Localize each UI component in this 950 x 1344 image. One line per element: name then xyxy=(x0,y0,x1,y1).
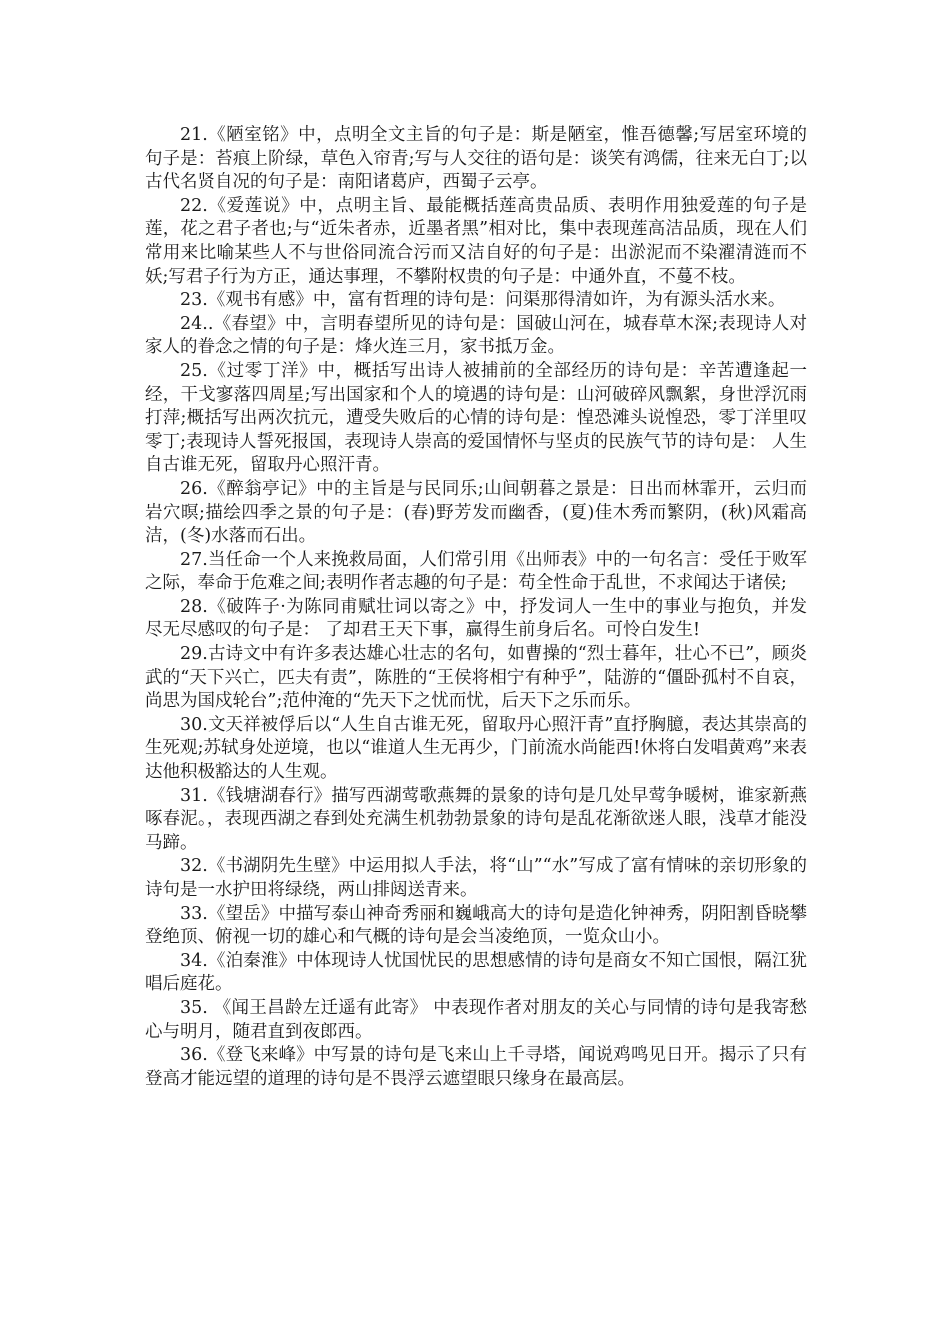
paragraph-29: 29.古诗文中有许多表达雄心壮志的名句，如曹操的“烈士暮年，壮心不已”，顾炎武的“天下兴亡，匹夫有责”，陈胜的“王侯将相宁有种乎”，陆游的“僵卧孤村不自哀，尚思为国戍轮台”;范仲淹的“先天下之忧而忧，后天下之乐而乐。 xyxy=(145,644,807,712)
paragraph-30: 30.文天祥被俘后以“人生自古谁无死，留取丹心照汗青”直抒胸臆，表达其崇高的生死观;苏轼身处逆境，也以“谁道人生无再少，门前流水尚能西!休将白发唱黄鸡”来表达他积极豁达的人生观。 xyxy=(145,714,807,783)
paragraph-31: 31.《钱塘湖春行》描写西湖莺歌燕舞的景象的诗句是几处早莺争暖树，谁家新燕啄春泥。，表现西湖之春到处充满生机勃勃景象的诗句是乱花渐欲迷人眼，浅草才能没马蹄。 xyxy=(145,785,807,853)
paragraph-22: 22.《爱莲说》中，点明主旨、最能概括莲高贵品质、表明作用独爱莲的句子是莲，花之君子者也;与“近朱者赤，近墨者黑”相对比，集中表现莲高洁品质，现在人们常用来比喻某些人不与世俗同流合污而又洁自好的句子是：出淤泥而不染濯清涟而不妖;写君子行为方正，通达事理，不攀附权贵的句子是：中通外直，不蔓不枝。 xyxy=(145,195,807,287)
paragraph-25: 25.《过零丁洋》中，概括写出诗人被捕前的全部经历的诗句是：辛苦遭逢起一经，干戈寥落四周星;写出国家和个人的境遇的诗句是：山河破碎风飘絮，身世浮沉雨打萍;概括写出两次抗元，遭受失败后的心情的诗句是：惶恐滩头说惶恐，零丁洋里叹零丁;表现诗人誓死报国，表现诗人崇高的爱国情怀与坚贞的民族气节的诗句是： 人生自古谁无死，留取丹心照汗青。 xyxy=(145,360,807,476)
paragraph-26: 26.《醉翁亭记》中的主旨是与民同乐;山间朝暮之景是：日出而林霏开，云归而岩穴暝;描绘四季之景的句子是：(春)野芳发而幽香，(夏)佳木秀而繁阴，(秋)风霜高洁，(冬)水落而石出。 xyxy=(145,478,807,547)
paragraph-32: 32.《书湖阴先生壁》中运用拟人手法，将“山”“水”写成了富有情味的亲切形象的诗句是一水护田将绿绕，两山排闼送青来。 xyxy=(145,856,807,900)
document-body xyxy=(145,124,807,1091)
paragraph-24: 24..《春望》中，言明春望所见的诗句是：国破山河在，城春草木深;表现诗人对家人的眷念之情的句子是：烽火连三月，家书抵万金。 xyxy=(145,313,807,358)
paragraph-35: 35. 《闻王昌龄左迁遥有此寄》 中表现作者对朋友的关心与同情的诗句是我寄愁心与明月，随君直到夜郎西。 xyxy=(145,997,807,1042)
paragraph-34: 34.《泊秦淮》中体现诗人忧国忧民的思想感情的诗句是商女不知亡国恨，隔江犹唱后庭花。 xyxy=(145,950,807,995)
paragraph-28: 28.《破阵子·为陈同甫赋壮词以寄之》中，抒发词人一生中的事业与抱负，并发尽无尽感叹的句子是： 了却君王天下事，赢得生前身后名。可怜白发生! xyxy=(145,596,807,641)
paragraph-21: 21.《陋室铭》中，点明全文主旨的句子是：斯是陋室，惟吾德馨;写居室环境的句子是：苔痕上阶绿，草色入帘青;写与人交往的语句是：谈笑有鸿儒，往来无白丁;以古代名贤自况的句子是：南阳诸葛庐，西蜀子云亭。 xyxy=(145,125,807,193)
paragraph-33: 33.《望岳》中描写泰山神奇秀丽和巍峨高大的诗句是造化钟神秀，阴阳割昏晓攀登绝顶、俯视一切的雄心和气概的诗句是会当凌绝顶，一览众山小。 xyxy=(145,903,807,948)
paragraph-27: 27.当任命一个人来挽救局面，人们常引用《出师表》中的一句名言：受任于败军之际，奉命于危难之间;表明作者志趣的句子是：苟全性命于乱世，不求闻达于诸侯; xyxy=(145,549,807,594)
paragraph-23: 23.《观书有感》中，富有哲理的诗句是：问渠那得清如许，为有源头活水来。 xyxy=(180,290,786,311)
paragraph-36: 36.《登飞来峰》中写景的诗句是飞来山上千寻塔，闻说鸡鸣见日开。揭示了只有登高才能远望的道理的诗句是不畏浮云遮望眼只缘身在最高层。 xyxy=(145,1045,807,1089)
